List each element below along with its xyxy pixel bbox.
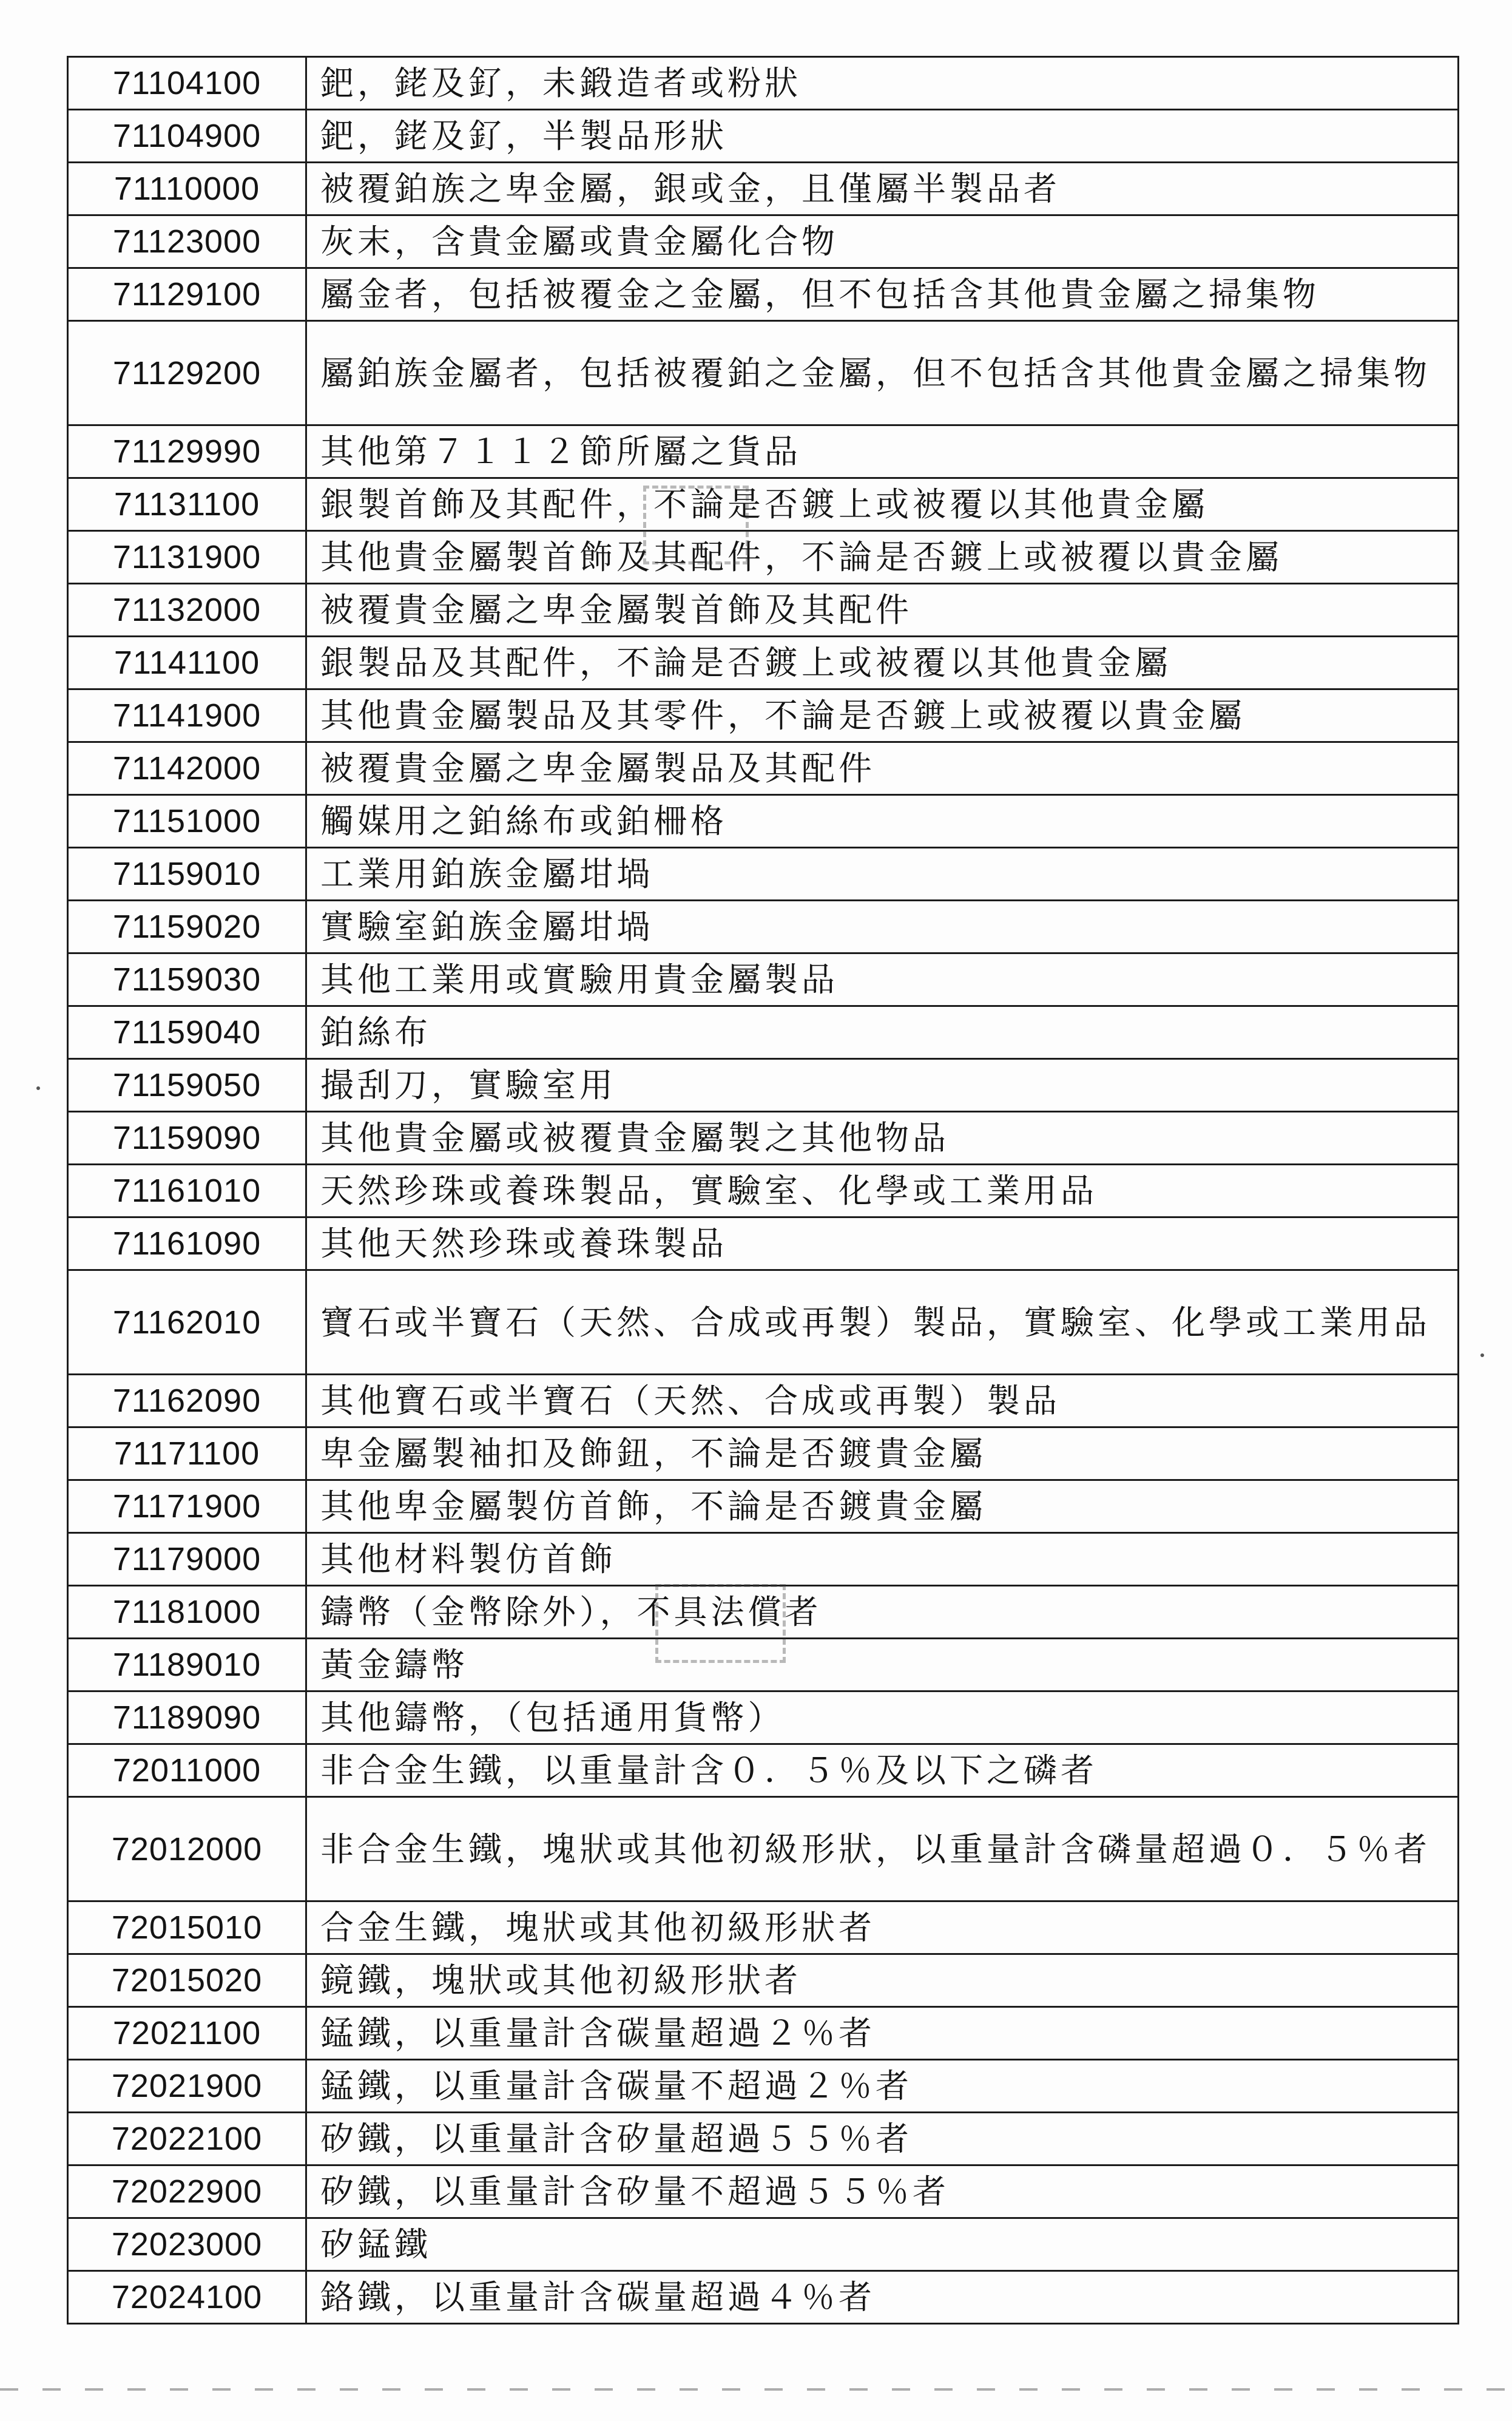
table-row [68, 321, 1459, 425]
description-cell: 銀製品及其配件，不論是否鍍上或被覆以其他貴金屬 [306, 637, 1459, 689]
table-row [68, 1533, 1459, 1586]
tariff-code-cell: 71159040 [68, 1006, 306, 1059]
tariff-code-cell: 71162090 [68, 1375, 306, 1427]
tariff-code-cell: 71110000 [68, 163, 306, 215]
tariff-code-cell: 72015010 [68, 1901, 306, 1954]
table-row [68, 742, 1459, 795]
tariff-code-cell: 71129990 [68, 425, 306, 478]
description-cell: 工業用鉑族金屬坩堝 [306, 848, 1459, 901]
table-row [68, 1112, 1459, 1165]
description-cell: 其他第７１１２節所屬之貨品 [306, 425, 1459, 478]
description-cell: 鏡鐵，塊狀或其他初級形狀者 [306, 1954, 1459, 2007]
description-cell: 其他天然珍珠或養珠製品 [306, 1217, 1459, 1270]
table-row [68, 1954, 1459, 2007]
table-row [68, 1165, 1459, 1217]
table-row [68, 2113, 1459, 2165]
tariff-code-cell: 72023000 [68, 2218, 306, 2271]
table-row [68, 953, 1459, 1006]
tariff-code-cell: 71131100 [68, 478, 306, 531]
description-cell: 屬鉑族金屬者，包括被覆鉑之金屬，但不包括含其他貴金屬之掃集物 [306, 321, 1459, 425]
description-cell: 鑄幣（金幣除外），不具法償者 [306, 1586, 1459, 1639]
tariff-code-cell: 72021100 [68, 2007, 306, 2060]
table-row [68, 57, 1459, 110]
tariff-code-cell: 71131900 [68, 531, 306, 584]
scan-speck [36, 1086, 40, 1090]
description-cell: 其他卑金屬製仿首飾，不論是否鍍貴金屬 [306, 1480, 1459, 1533]
description-cell: 合金生鐵，塊狀或其他初級形狀者 [306, 1901, 1459, 1954]
tariff-code-cell: 71161010 [68, 1165, 306, 1217]
table-row [68, 2007, 1459, 2060]
description-cell: 非合金生鐵，以重量計含０．５％及以下之磷者 [306, 1744, 1459, 1797]
table-row [68, 637, 1459, 689]
tariff-code-cell: 71159050 [68, 1059, 306, 1112]
description-cell: 灰末，含貴金屬或貴金屬化合物 [306, 215, 1459, 268]
faded-stamp [655, 1584, 786, 1663]
table-body [68, 57, 1459, 2324]
description-cell: 被覆貴金屬之卑金屬製品及其配件 [306, 742, 1459, 795]
description-cell: 其他貴金屬製品及其零件，不論是否鍍上或被覆以貴金屬 [306, 689, 1459, 742]
table-row [68, 1059, 1459, 1112]
table-row [68, 2271, 1459, 2324]
table-row [68, 478, 1459, 531]
table-row [68, 795, 1459, 848]
description-cell: 其他寶石或半寶石（天然、合成或再製）製品 [306, 1375, 1459, 1427]
tariff-code-cell: 71171900 [68, 1480, 306, 1533]
table-row [68, 2060, 1459, 2113]
table-row [68, 901, 1459, 953]
table-row [68, 1427, 1459, 1480]
description-cell: 鈀，銠及釕，未鍛造者或粉狀 [306, 57, 1459, 110]
tariff-code-cell: 72011000 [68, 1744, 306, 1797]
tariff-code-cell: 71142000 [68, 742, 306, 795]
table-row [68, 1691, 1459, 1744]
description-cell: 矽鐵，以重量計含矽量不超過５５％者 [306, 2165, 1459, 2218]
table-row [68, 1006, 1459, 1059]
description-cell: 其他貴金屬或被覆貴金屬製之其他物品 [306, 1112, 1459, 1165]
table-row [68, 1270, 1459, 1375]
tariff-code-cell: 72022100 [68, 2113, 306, 2165]
tariff-code-cell: 71132000 [68, 584, 306, 637]
table-row [68, 1217, 1459, 1270]
table-row [68, 2165, 1459, 2218]
description-cell: 錳鐵，以重量計含碳量不超過２％者 [306, 2060, 1459, 2113]
description-cell: 其他貴金屬製首飾及其配件，不論是否鍍上或被覆以貴金屬 [306, 531, 1459, 584]
scan-speck [1480, 1353, 1484, 1357]
description-cell: 錳鐵，以重量計含碳量超過２％者 [306, 2007, 1459, 2060]
tariff-code-table [67, 56, 1459, 2324]
tariff-code-cell: 71141100 [68, 637, 306, 689]
table-row [68, 2218, 1459, 2271]
description-cell: 天然珍珠或養珠製品，實驗室、化學或工業用品 [306, 1165, 1459, 1217]
tariff-code-cell: 71129200 [68, 321, 306, 425]
table-row [68, 584, 1459, 637]
description-cell: 銀製首飾及其配件，不論是否鍍上或被覆以其他貴金屬 [306, 478, 1459, 531]
description-cell: 其他鑄幣，（包括通用貨幣） [306, 1691, 1459, 1744]
tariff-code-cell: 71171100 [68, 1427, 306, 1480]
description-cell: 黃金鑄幣 [306, 1639, 1459, 1691]
tariff-code-cell: 71159090 [68, 1112, 306, 1165]
description-cell: 寶石或半寶石（天然、合成或再製）製品，實驗室、化學或工業用品 [306, 1270, 1459, 1375]
tariff-code-cell: 71189090 [68, 1691, 306, 1744]
faded-stamp [643, 486, 749, 564]
tariff-code-cell: 72022900 [68, 2165, 306, 2218]
tariff-code-cell: 71104100 [68, 57, 306, 110]
tariff-code-cell: 72012000 [68, 1797, 306, 1901]
description-cell: 鉻鐵，以重量計含碳量超過４％者 [306, 2271, 1459, 2324]
table-row [68, 689, 1459, 742]
table-row [68, 268, 1459, 321]
tariff-code-cell: 71159030 [68, 953, 306, 1006]
table-row [68, 1901, 1459, 1954]
tariff-code-cell: 71162010 [68, 1270, 306, 1375]
tariff-code-cell: 71123000 [68, 215, 306, 268]
table-row [68, 531, 1459, 584]
table-row [68, 425, 1459, 478]
table-row [68, 110, 1459, 163]
description-cell: 矽錳鐵 [306, 2218, 1459, 2271]
tariff-code-cell: 72021900 [68, 2060, 306, 2113]
tariff-code-cell: 71141900 [68, 689, 306, 742]
tariff-code-cell: 71129100 [68, 268, 306, 321]
description-cell: 鉑絲布 [306, 1006, 1459, 1059]
description-cell: 實驗室鉑族金屬坩堝 [306, 901, 1459, 953]
tariff-code-cell: 71159020 [68, 901, 306, 953]
description-cell: 撮刮刀，實驗室用 [306, 1059, 1459, 1112]
tariff-code-cell: 71179000 [68, 1533, 306, 1586]
tariff-code-cell: 71151000 [68, 795, 306, 848]
description-cell: 觸媒用之鉑絲布或鉑柵格 [306, 795, 1459, 848]
description-cell: 其他材料製仿首飾 [306, 1533, 1459, 1586]
description-cell: 其他工業用或實驗用貴金屬製品 [306, 953, 1459, 1006]
tariff-code-cell: 72024100 [68, 2271, 306, 2324]
table-row [68, 1375, 1459, 1427]
tariff-code-cell: 71181000 [68, 1586, 306, 1639]
table-row [68, 1797, 1459, 1901]
tariff-code-cell: 71104900 [68, 110, 306, 163]
table-row [68, 163, 1459, 215]
tariff-code-cell: 71161090 [68, 1217, 306, 1270]
table-row [68, 848, 1459, 901]
description-cell: 鈀，銠及釕，半製品形狀 [306, 110, 1459, 163]
tariff-code-cell: 71189010 [68, 1639, 306, 1691]
tariff-code-cell: 71159010 [68, 848, 306, 901]
description-cell: 被覆貴金屬之卑金屬製首飾及其配件 [306, 584, 1459, 637]
description-cell: 矽鐵，以重量計含矽量超過５５％者 [306, 2113, 1459, 2165]
description-cell: 非合金生鐵，塊狀或其他初級形狀，以重量計含磷量超過０．５％者 [306, 1797, 1459, 1901]
table-row [68, 215, 1459, 268]
description-cell: 屬金者，包括被覆金之金屬，但不包括含其他貴金屬之掃集物 [306, 268, 1459, 321]
scan-bottom-edge [0, 2388, 1512, 2391]
table-row [68, 1744, 1459, 1797]
description-cell: 被覆鉑族之卑金屬，銀或金，且僅屬半製品者 [306, 163, 1459, 215]
tariff-code-cell: 72015020 [68, 1954, 306, 2007]
table-row [68, 1480, 1459, 1533]
description-cell: 卑金屬製袖扣及飾鈕，不論是否鍍貴金屬 [306, 1427, 1459, 1480]
